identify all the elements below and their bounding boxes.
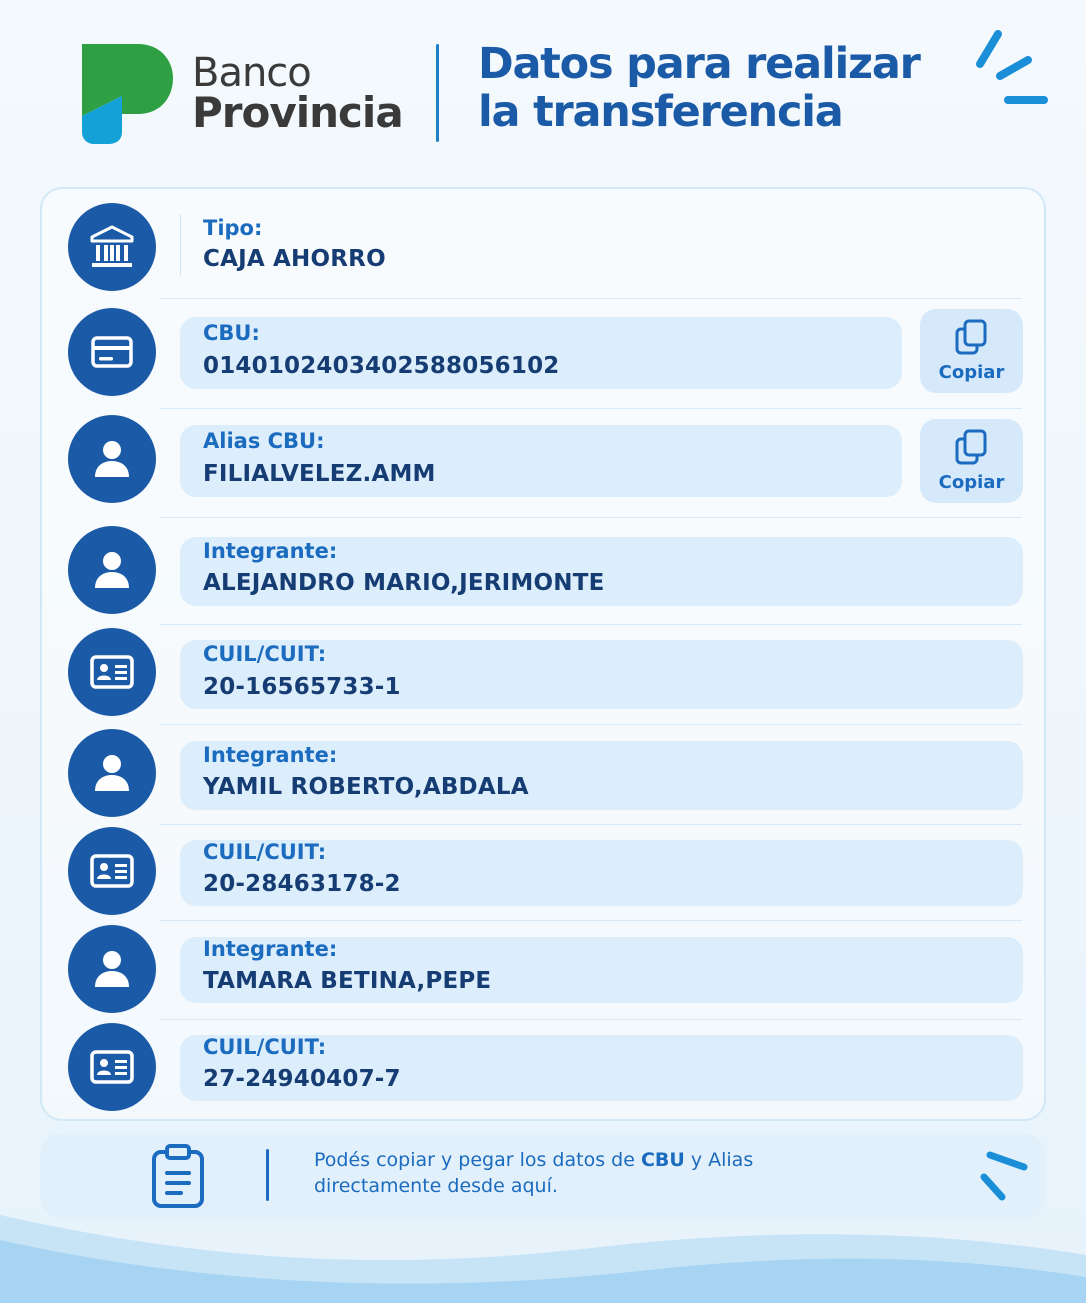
row-divider	[160, 1019, 1022, 1020]
tip-line1	[314, 1147, 914, 1173]
field-alias	[180, 425, 902, 497]
field-label: CUIL/CUIT:	[203, 642, 327, 666]
logo-text-provincia: Provincia	[192, 88, 403, 137]
field-value: TAMARA BETINA,PEPE	[203, 968, 492, 994]
user-icon	[68, 415, 156, 503]
id-card-icon	[68, 628, 156, 716]
logo-text-banco: Banco	[192, 50, 311, 96]
tip-text-part: y Alias	[684, 1149, 754, 1171]
row-divider	[160, 824, 1022, 825]
field-label: CBU:	[203, 321, 260, 345]
field-cbu	[180, 317, 902, 389]
header-divider	[436, 44, 439, 142]
copy-label: Copiar	[938, 362, 1005, 383]
field-value: ALEJANDRO MARIO,JERIMONTE	[203, 570, 605, 596]
field-label: Alias CBU:	[203, 429, 325, 453]
row-divider	[160, 298, 1022, 299]
tip-text	[314, 1147, 914, 1199]
page-title	[478, 40, 948, 136]
field-cuil	[180, 840, 1023, 906]
page-title-line1: Datos para realizar	[478, 39, 920, 89]
sparkle-decoration-icon	[972, 26, 1054, 108]
field-integrante	[180, 537, 1023, 606]
tip-line2: directamente desde aquí.	[314, 1175, 558, 1197]
field-tipo	[180, 208, 900, 282]
tip-text-bold: CBU	[640, 1149, 685, 1171]
field-cuil	[180, 1035, 1023, 1101]
field-label: Integrante:	[203, 539, 338, 563]
field-label: Integrante:	[203, 937, 338, 961]
field-value: CAJA AHORRO	[203, 246, 386, 272]
id-card-icon	[68, 827, 156, 915]
field-value: FILIALVELEZ.AMM	[203, 461, 436, 487]
user-icon	[68, 925, 156, 1013]
copy-alias-button[interactable]	[920, 419, 1023, 503]
field-label: CUIL/CUIT:	[203, 1035, 327, 1059]
page-title-line2: la transferencia	[478, 87, 843, 137]
field-value: 0140102403402588056102	[203, 353, 560, 379]
field-label: Tipo:	[203, 216, 263, 240]
field-value: 20-28463178-2	[203, 871, 401, 897]
copy-icon	[952, 318, 992, 358]
row-divider	[160, 517, 1022, 518]
field-label: CUIL/CUIT:	[203, 840, 327, 864]
bottom-wave-decoration	[0, 1195, 1086, 1303]
row-divider	[160, 624, 1022, 625]
row-divider	[160, 408, 1022, 409]
field-value: 20-16565733-1	[203, 674, 401, 700]
row-divider	[160, 724, 1022, 725]
user-icon	[68, 729, 156, 817]
copy-icon	[952, 428, 992, 468]
copy-label: Copiar	[938, 472, 1005, 493]
banco-provincia-logo-icon	[80, 44, 175, 144]
bank-icon	[68, 203, 156, 291]
user-icon	[68, 526, 156, 614]
card-icon	[68, 308, 156, 396]
copy-cbu-button[interactable]	[920, 309, 1023, 393]
tip-divider	[266, 1149, 269, 1201]
header	[0, 0, 1086, 180]
tip-text-part: Podés copiar y pegar los datos de	[314, 1149, 641, 1171]
field-integrante	[180, 937, 1023, 1003]
field-integrante	[180, 741, 1023, 810]
field-value: YAMIL ROBERTO,ABDALA	[203, 774, 529, 800]
field-cuil	[180, 640, 1023, 709]
field-value: 27-24940407-7	[203, 1066, 401, 1092]
row-divider	[160, 920, 1022, 921]
field-label: Integrante:	[203, 743, 338, 767]
id-card-icon	[68, 1023, 156, 1111]
